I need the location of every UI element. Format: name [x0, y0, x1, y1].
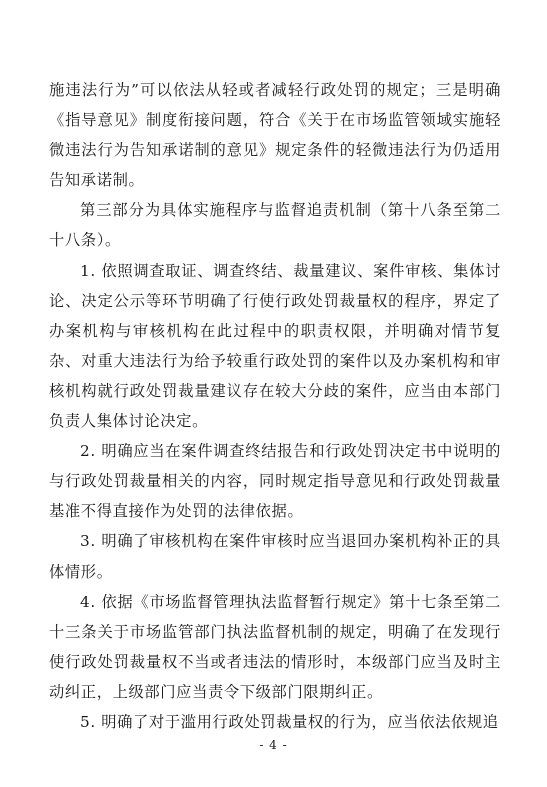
paragraph-item-2: 2. 明确应当在案件调查终结报告和行政处罚决定书中说明的与行政处罚裁量相关的内容，同时规定指导意见和行政处罚裁量基准不得直接作为处罚的法律依据。	[49, 442, 501, 521]
page-number: - 4 -	[259, 738, 288, 752]
paragraph-item-4: 4. 依据《市场监督管理执法监督暂行规定》第十七条至第二十三条关于市场监管部门执法监督机制的规定，明确了在发现行使行政处罚裁量权不当或者违法的情形时，本级部门应当及时主动纠正，上级部门应当责令下级部门限期纠正。	[49, 592, 501, 701]
paragraph-item-3: 3. 明确了审核机构在案件审核时应当退回办案机构补正的具体情形。	[49, 532, 501, 581]
paragraph-item-5: 5. 明确了对于滥用行政处罚裁量权的行为，应当依法依规追	[80, 712, 499, 731]
paragraph-continued-text: 施违法行为”可以依法从轻或者减轻行政处罚的规定；三是明确《指导意见》制度衔接问题，符合《关于在市场监管领域实施轻微违法行为告知承诺制的意见》规定条件的轻微违法行为仍适用告知承诺制。	[49, 81, 501, 190]
document-body	[49, 75, 501, 737]
paragraph-part-three-heading: 第三部分为具体实施程序与监督追责机制（第十八条至第二十八条）。	[49, 201, 501, 250]
paragraph-item-1: 1. 依照调查取证、调查终结、裁量建议、案件审核、集体讨论、决定公示等环节明确了行使行政处罚裁量权的程序，界定了办案机构与审核机构在此过程中的职责权限，并明确对情节复杂、对重大违法行为给予较重行政处罚的案件以及办案机构和审核机构就行政处罚裁量建议存在较大分歧的案件，应当由本部门负责人集体讨论决定。	[49, 261, 501, 431]
